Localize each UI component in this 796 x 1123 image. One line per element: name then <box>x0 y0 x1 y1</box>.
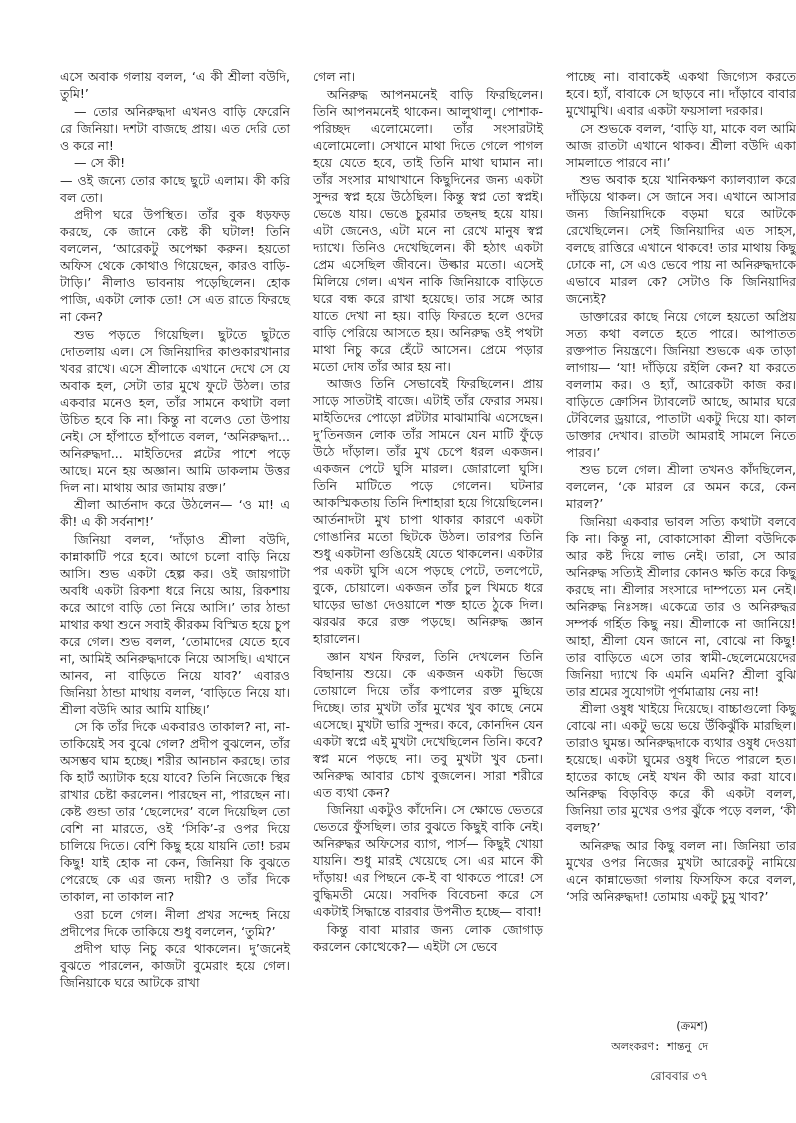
paragraph: — সে কী! <box>74 155 126 170</box>
text-column-1 <box>60 68 290 1058</box>
paragraph: — ওই জন্যে তোর কাছে ছুটে এলাম। কী করি বল তো। <box>60 172 290 205</box>
paragraph: জিনিয়া বলল, ‘দাঁড়াও শ্রীলা বউদি, কান্নাকাটি পরে হবে। আগে চলো বাড়ি নিয়ে আসি। শুভ একটা হেল্প কর। ওই জায়গাটা অবধি একটা রিকশা ধরে নিয়ে আয়, রিকশায় করে আগে বাড়ি তো নিয়ে আসি।’ তার ঠান্ডা মাথার কথা শুনে সবাই কীরকম বিস্মিত হয়ে চুপ করে গেল। শুভ বলল, ‘তোমাদের যেতে হবে না, আমিই অনিরুদ্ধদাকে নিয়ে আসছি। এখানে আনব, না বাড়িতে নিয়ে যাব?’ এবারও জিনিয়া ঠান্ডা মাথায় বলল, ‘বাড়িতে নিয়ে যা। শ্রীলা বউদি আর আমি যাচ্ছি।’ <box>60 531 290 717</box>
paragraph: সে কি তাঁর দিকে একবারও তাকাল? না, না-তাকিয়েই সব বুঝে গেল? প্রদীপ বুঝলেন, তাঁর অসম্ভব ঘাম হচ্ছে। শরীর আনচান করছে। তার কি হার্ট অ্যাটাক হয়ে যাবে? তিনি নিজেকে স্থির রাখার চেষ্টা করলেন। পারছেন না, পারছেন না। কেষ্ট গুন্ডা তার ‘ছেলেদের’ বলে দিয়েছিল তো বেশি না মারতে, ওই ‘সিকি’-র ওপর দিয়ে চালিয়ে দিতে। বেশি কিছু হয়ে যায়নি তো! চরম কিছু! যাই হোক না কেন, জিনিয়া কি বুঝতে পেরেছে কে এর জন্য দায়ী? ও তাঁর দিকে তাকাল, না তাকাল না? <box>60 719 290 904</box>
paragraph: কিন্তু বাবা মারার জন্য লোক জোগাড় করলেন কোত্থেকে?— এইটা সে ভেবে <box>313 921 543 954</box>
paragraph: এসে অবাক গলায় বলল, ‘এ কী শ্রীলা বউদি, তুমি!’ <box>60 69 290 101</box>
paragraph: অনিরুদ্ধ আপনমনেই বাড়ি ফিরছিলেন। তিনি আপনমনেই থাকেন। আলুথালু। পোশাক-পরিচ্ছদ এলোমেলো। তাঁর সংসারটাই এলোমেলো। সেখানে মাথা দিতে গেলে পাগল হয়ে যেতে হবে, তাই তিনি মাথা ঘামান না। তাঁর সংসার মাথাখানে কিছুদিনের জন্য একটা সুন্দর স্বপ্ন হয়ে উঠেছিল। কিন্তু স্বপ্ন তো স্বপ্নই। ভেঙে যায়। ভেঙে চুরমার তছনছ হয়ে যায়। এটা জেনেও, এটা মনে না রেখে মানুষ স্বপ্ন দ্যাখে। তিনিও দেখেছিলেন। কী হঠাৎ একটা প্রেম এসেছিল জীবনে। উল্কার মতো। এসেই মিলিয়ে গেল। এখন নাকি জিনিয়াকে বাড়িতে ঘরে বন্ধ করে রাখা হয়েছে। তার সঙ্গে আর যাতে দেখা না হয়। বাড়ি ফিরতে হলে ওদের বাড়ি পেরিয়ে আসতে হয়। অনিরুদ্ধ ওই পথটা মাথা নিচু করে হেঁটে আসেন। প্রেমে পড়ার মতো দোষ তাঁর আর হয় না। <box>313 86 543 374</box>
paragraph: ওরা চলে গেল। নীলা প্রখর সন্দেহ নিয়ে প্রদীপের দিকে তাকিয়ে শুধু বললেন, ‘তুমি?’ <box>60 906 290 939</box>
paragraph: গেল না। <box>313 69 356 84</box>
paragraph: শুভ পড়তে গিয়েছিল। ছুটতে ছুটতে দোতলায় এল। সে জিনিয়াদির কাণ্ডকারখানার খবর রাখে। এসে শ্রীলাকে এখানে দেখে সে যে অবাক হল, সেটা তার মুখে ফুটে উঠল। তার একবার মনেও হল, তাঁর সামনে কথাটা বলা উচিত হবে কি না। কিন্তু না বলেও তো উপায় নেই। সে হাঁপাতে হাঁপাতে বলল, ‘অনিরুদ্ধদা... অনিরুদ্ধদা... মাইতিদের প্লটের পাশে পড়ে আছে। মনে হয় অজ্ঞান। আমি ডাকলাম উত্তর দিল না। মাথায় আর জামায় রক্ত।’ <box>60 326 290 495</box>
paragraph: জ্ঞান যখন ফিরল, তিনি দেখলেন তিনি বিছানায় শুয়ে। কে একজন একটা ভিজে তোয়ালে দিয়ে তাঁর কপালের রক্ত মুছিয়ে দিচ্ছে। তার মুখটা তাঁর মুখের খুব কাছে নেমে এসেছে। মুখটা ভারি সুন্দর। কবে, কোনদিন যেন একটা স্বপ্নে এই মুখটা দেখেছিলেন তিনি। কবে? স্বপ্ন মনে পড়ছে না। তবু মুখটা খুব চেনা। অনিরুদ্ধ আবার চোখ বুজলেন। সারা শরীরে এত ব্যথা কেন? <box>313 648 543 800</box>
to-be-continued: (ক্রমশ) <box>676 1019 708 1033</box>
text-column-2 <box>313 68 543 1098</box>
page-folio: রোববার ৩৭ <box>650 1069 708 1083</box>
paragraph: অনিরুদ্ধ আর কিছু বলল না। জিনিয়া তার মুখের ওপর নিজের মুখটা আরেকটু নামিয়ে এনে কান্নাভেজা গলায় ফিসফিস করে বলল, ‘সরি অনিরুদ্ধদা! তোমায় একটু চুমু খাব?’ <box>566 837 796 904</box>
paragraph: জিনিয়া একবার ভাবল সত্যি কথাটা বলবে কি না। কিন্তু না, বোকাসোকা শ্রীলা বউদিকে আর কষ্ট দিয়ে লাভ নেই। তারা, সে আর অনিরুদ্ধ সত্যিই শ্রীলার কোনও ক্ষতি করে কিছু করছে না। শ্রীলার সংসারে দাম্পত্যে মন নেই। অনিরুদ্ধ নিঃসঙ্গ। একেত্রে তার ও অনিরুদ্ধর সম্পর্ক গর্হিত কিছু নয়। শ্রীলাকে না জানিয়ে! আহা, শ্রীলা যেন জানে না, বোঝে না কিছু! তার বাড়িতে এসে তার স্বামী-ছেলেমেয়েদের জিনিয়া দ্যাখে কি এমনি এমনি? শ্রীলা বুঝি তার শ্রমের সুযোগটা পূর্ণমাত্রায় নেয় না! <box>566 513 796 699</box>
paragraph: শ্রীলা ওষুধ খাইয়ে দিয়েছে। বাচ্চাগুলো কিছু বোঝে না। একটু ভয়ে ভয়ে উঁকিঝুঁকি মারছিল। তারাও ঘুমন্ত। অনিরুদ্ধদাকে ব্যথার ওষুধ দেওয়া হয়েছে। একটা ঘুমের ওষুধ দিতে পারলে হত। হাতের কাছে নেই যখন কী আর করা যাবে। অনিরুদ্ধ বিড়বিড় করে কী একটা বলল, জিনিয়া তার মুখের ওপর ঝুঁকে পড়ে বলল, ‘কী বলছ?’ <box>566 701 796 835</box>
paragraph: ডাক্তারের কাছে নিয়ে গেলে হয়তো অপ্রিয় সত্য কথা বলতে হতে পারে। আপাতত রক্তপাত নিয়ন্ত্রণে। জিনিয়া শুভকে এক তাড়া লাগায়— ‘যা! দাঁড়িয়ে রইলি কেন? যা করতে বললাম কর। ও হ্যাঁ, আরেকটা কাজ কর। বাড়িতে ক্রোসিন ট্যাবলেট আছে, আমার ঘরে টেবিলের ড্রয়ারে, পাতাটা একটু দিয়ে যা। কাল ডাক্তার দেখাব। রাতটা আমরাই সামলে নিতে পারব।’ <box>566 308 796 460</box>
paragraph: শ্রীলা আর্তনাদ করে উঠলেন— ‘ও মা! এ কী! এ কী সর্বনাশ!’ <box>60 497 290 529</box>
paragraph: জিনিয়া একটুও কাঁদেনি। সে ক্ষোভে ভেতরে ভেতরে ফুঁসছিল। তার বুঝতে কিছুই বাকি নেই। অনিরুদ্ধর অফিসের ব্যাগ, পার্স— কিছুই খোয়া যায়নি। শুধু মারই খেয়েছে সে। এর মানে কী দাঁড়ায়! এর পিছনে কে-ই বা থাকতে পারে! সে বুদ্ধিমতী মেয়ে। সবদিক বিবেচনা করে সে একটাই সিদ্ধান্তে বারবার উপনীত হচ্ছে— বাবা! <box>313 802 543 919</box>
paragraph: আজও তিনি সেভাবেই ফিরছিলেন। প্রায় সাড়ে সাতটাই বাজে। এটাই তাঁর ফেরার সময়। মাইতিদের পোড়ো প্লটটার মাঝামাঝি এসেছেন। দু’তিনজন লোক তাঁর সামনে যেন মাটি ফুঁড়ে উঠে দাঁড়াল। তাঁর মুখ চেপে ধরল একজন। একজন পেটে ঘুসি মারল। জোরালো ঘুসি। তিনি মাটিতে পড়ে গেলেন। ঘটনার আকস্মিকতায় তিনি দিশাহারা হয়ে গিয়েছিলেন। আর্তনাদটা মুখ চাপা থাকার কারণে একটা গোঙানির মতো ছিটকে উঠল। তারপর তিনি শুধু একটানা গুঙিয়েই যেতে থাকলেন। একটার পর একটা ঘুসি এসে পড়ছে পেটে, তলপেটে, বুকে, চোয়ালে। একজন তাঁর চুল খিমচে ধরে ঘাড়ের ভাঙা দেওয়ালে শক্ত হাতে ঠুকে দিল। ঝরঝর করে রক্ত পড়ছে। অনিরুদ্ধ জ্ঞান হারালেন। <box>313 376 543 646</box>
paragraph: পাচ্ছে না। বাবাকেই একথা জিগ্যেস করতে হবে। হ্যাঁ, বাবাকে সে ছাড়বে না। দাঁড়াবে বাবার মুখোমুখি। এবার একটা ফয়সালা দরকার। <box>566 69 796 118</box>
illustration-credit: অলংকরণ: শান্তনু দে <box>611 1040 708 1053</box>
paragraph: শুভ অবাক হয়ে খানিকক্ষণ ক্যালব্যাল করে দাঁড়িয়ে থাকল। সে জানে সব। এখানে আসার জন্য জিনিয়াদিকে বড়মা ঘরে আটকে রেখেছিলেন। সেই জিনিয়াদির এত সাহস, বলছে রাত্তিরে এখানে থাকবে! তার মাথায় কিছু ঢোকে না, সে এও ভেবে পায় না অনিরুদ্ধদাকে এভাবে মারল কে? সেটাও কি জিনিয়াদির জন্যেই? <box>566 172 796 306</box>
paragraph: — তোর অনিরুদ্ধদা এখনও বাড়ি ফেরেনি রে জিনিয়া। দশটা বাজছে প্রায়। এত দেরি তো ও করে না! <box>60 103 290 153</box>
paragraph: প্রদীপ ঘাড় নিচু করে থাকলেন। দু’জনেই বুঝতে পারলেন, কাজটা বুমেরাং হয়ে গেল। জিনিয়াকে ঘরে আটকে রাখা <box>60 941 290 990</box>
paragraph: সে শুভকে বলল, ‘বাড়ি যা, মাকে বল আমি আজ রাতটা এখানে থাকব। শ্রীলা বউদি একা সামলাতে পারবে না।’ <box>566 120 796 170</box>
paragraph: প্রদীপ ঘরে উপস্থিত। তাঁর বুক ধড়ফড় করছে, কে জানে কেষ্ট কী ঘটাল! তিনি বললেন, ‘আরেকটু অপেক্ষা করুন। হয়তো অফিস থেকে কোথাও গিয়েছেন, কারও বাড়ি-টাড়ি।’ নীলাও ভাবনায় পড়েছিলেন। হোক পাজি, একটা লোক তো! সে এত রাতে ফিরছে না কেন? <box>60 207 290 324</box>
text-column-3 <box>566 68 796 998</box>
paragraph: শুভ চলে গেল। শ্রীলা তখনও কাঁদছিলেন, বললেন, ‘কে মারল রে অমন করে, কেন মারল?’ <box>566 462 796 511</box>
